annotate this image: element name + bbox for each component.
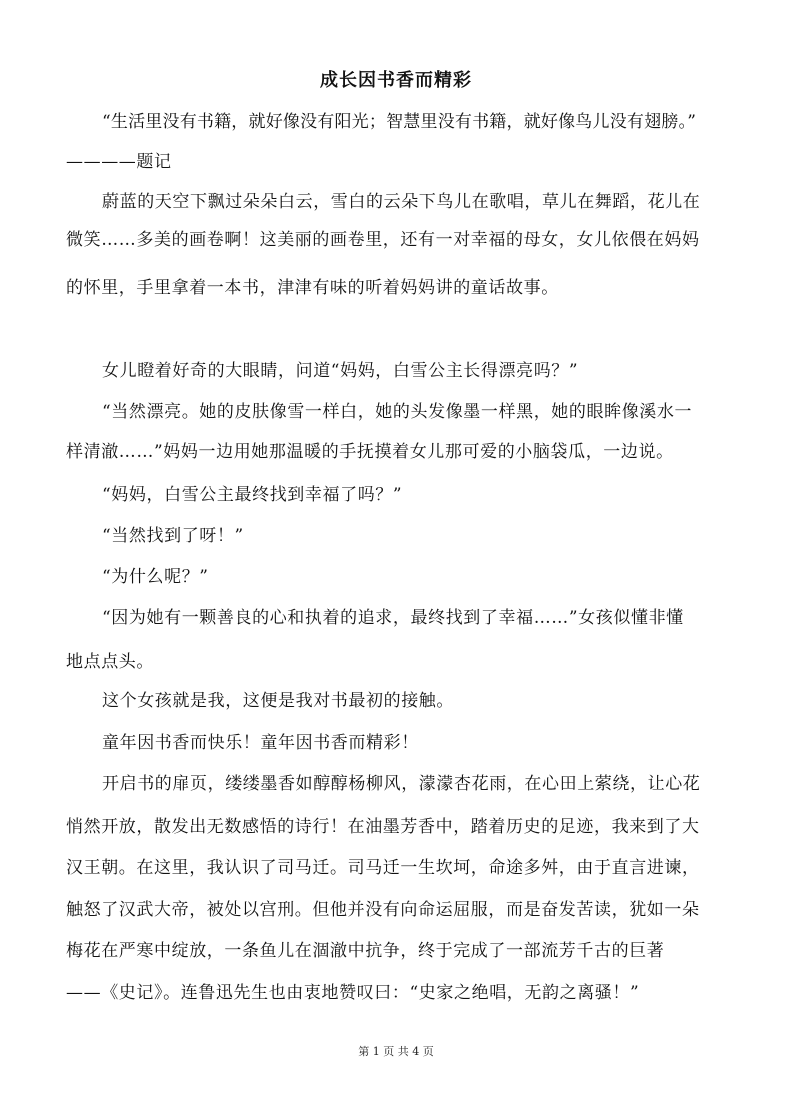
paragraph-line: “当然漂亮。她的皮肤像雪一样白，她的头发像墨一样黑，她的眼眸像溪水一 <box>102 402 693 422</box>
paragraph-line: 地点点头。 <box>66 652 154 672</box>
paragraph-line: 梅花在严寒中绽放，一条鱼儿在涸澈中抗争，终于完成了一部流芳千古的巨著 <box>66 941 665 961</box>
document-title: 成长因书香而精彩 <box>320 70 472 91</box>
paragraph-line: 汉王朝。在这里，我认识了司马迁。司马迁一生坎坷，命途多舛，由于直言进谏， <box>66 858 700 878</box>
paragraph-line: 的怀里，手里拿着一本书，津津有味的听着妈妈讲的童话故事。 <box>66 278 559 298</box>
paragraph-line: 微笑……多美的画卷啊！这美丽的画卷里，还有一对幸福的母女，女儿依偎在妈妈 <box>66 230 700 250</box>
paragraph-line: “为什么呢？” <box>102 567 209 587</box>
page-number: 第 1 页 共 4 页 <box>358 1045 434 1058</box>
epigraph-line: “生活里没有书籍，就好像没有阳光；智慧里没有书籍，就好像鸟儿没有翅膀。” <box>102 112 697 132</box>
paragraph-line: 悄然开放，散发出无数感悟的诗行！在油墨芳香中，踏着历史的足迹，我来到了大 <box>66 817 700 837</box>
paragraph-line: 女儿瞪着好奇的大眼睛，问道“妈妈，白雪公主长得漂亮吗？” <box>102 361 579 381</box>
paragraph-line: 蔚蓝的天空下飘过朵朵白云，雪白的云朵下鸟儿在歌唱，草儿在舞蹈，花儿在 <box>102 192 701 212</box>
paragraph-line: ——《史记》。连鲁迅先生也由衷地赞叹曰：“史家之绝唱，无韵之离骚！” <box>66 983 640 1003</box>
paragraph-line: “因为她有一颗善良的心和执着的追求，最终找到了幸福……”女孩似懂非懂 <box>102 608 684 628</box>
paragraph-line: “当然找到了呀！” <box>102 526 244 546</box>
paragraph-line: 样清澈……”妈妈一边用她那温暖的手抚摸着女儿那可爱的小脑袋瓜，一边说。 <box>66 442 674 462</box>
paragraph-line: 开启书的扉页，缕缕墨香如醇醇杨柳风，濛濛杏花雨，在心田上萦绕，让心花 <box>102 774 701 794</box>
epigraph-attribution: ————题记 <box>66 152 172 172</box>
paragraph-line: 触怒了汉武大帝，被处以宫刑。但他并没有向命运屈服，而是奋发苦读，犹如一朵 <box>66 900 700 920</box>
paragraph-line: “妈妈，白雪公主最终找到幸福了吗？” <box>102 485 403 505</box>
paragraph-line: 童年因书香而快乐！童年因书香而精彩！ <box>102 733 419 753</box>
paragraph-line: 这个女孩就是我，这便是我对书最初的接触。 <box>102 691 454 711</box>
